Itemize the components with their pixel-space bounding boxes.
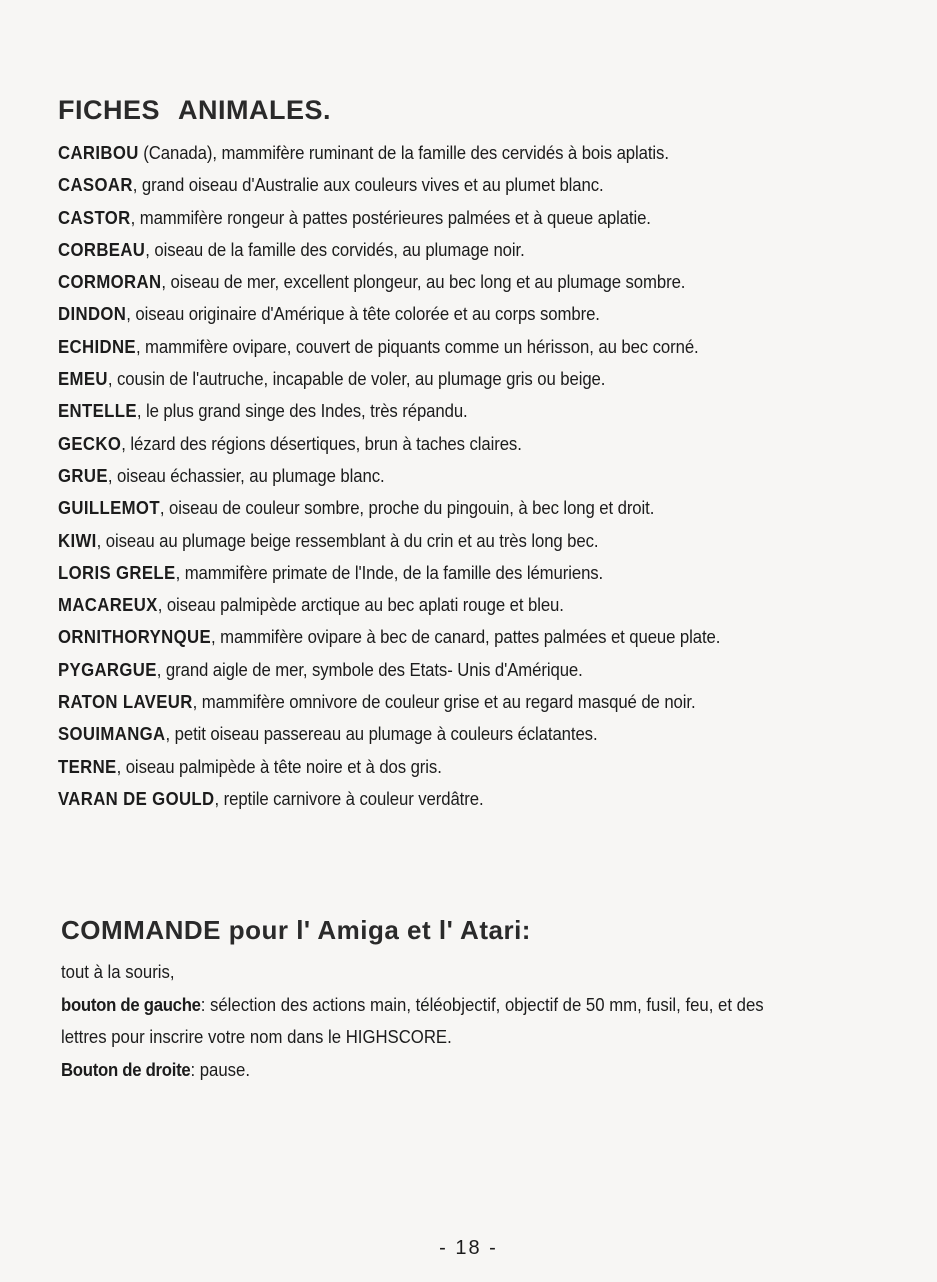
right-button-line [61,1054,833,1087]
animal-description: , oiseau originaire d'Amérique à tête colorée et au corps sombre. [126,304,600,325]
list-item [58,299,858,331]
animal-name: LORIS GRELE [58,562,176,583]
list-item [58,493,858,525]
right-button-term: Bouton de droite [61,1059,191,1080]
animal-description: , le plus grand singe des Indes, très répandu. [136,401,468,422]
list-item [58,170,858,202]
list-item [58,719,858,751]
animal-name: RATON LAVEUR [58,692,193,713]
animal-description: , oiseau échassier, au plumage blanc. [107,465,385,486]
animal-description: , cousin de l'autruche, incapable de voler, au plumage gris ou beige. [107,369,606,390]
animal-description: , mammifère rongeur à pattes postérieures palmées et à queue aplatie. [130,207,651,228]
animal-description: , oiseau de couleur sombre, proche du pingouin, à bec long et droit. [159,498,655,519]
animal-description: , oiseau de mer, excellent plongeur, au bec long et au plumage sombre. [161,272,686,293]
list-item [58,235,858,267]
commande-section [61,956,891,1086]
animal-list [58,138,918,816]
animal-name: KIWI [58,530,97,551]
animal-name: PYGARGUE [58,659,157,680]
list-item [58,526,858,558]
animal-description: , oiseau au plumage beige ressemblant à du crin et au très long bec. [96,530,599,551]
list-item [58,396,858,428]
animal-name: EMEU [58,369,108,390]
commande-intro: tout à la souris, [61,962,175,982]
animal-name: GECKO [58,433,122,454]
fiches-heading-word1: FICHES [58,95,161,125]
list-item [58,138,858,170]
animal-name: TERNE [58,756,117,777]
list-item [58,203,858,235]
animal-name: CASTOR [58,207,131,228]
animal-description: , mammifère ovipare, couvert de piquants comme un hérisson, au bec corné. [135,336,699,357]
animal-description: (Canada), mammifère ruminant de la famille des cervidés à bois aplatis. [138,143,669,163]
animal-description: , oiseau palmipède arctique au bec aplati rouge et bleu. [157,595,564,616]
animal-description: , mammifère omnivore de couleur grise et au regard masqué de noir. [192,692,696,713]
fiches-heading-word2: ANIMALES. [178,95,332,125]
list-item [58,332,858,364]
list-item [58,558,858,590]
fiches-animales-heading [58,95,331,126]
animal-description: , grand oiseau d'Australie aux couleurs vives et au plumet blanc. [132,175,604,196]
list-item [58,784,858,816]
list-item [58,461,858,493]
right-button-description: : pause. [190,1059,251,1080]
animal-name: GUILLEMOT [58,498,160,519]
animal-name: DINDON [58,304,127,325]
animal-name: MACAREUX [58,595,158,616]
list-item [58,687,858,719]
list-item [58,267,858,299]
left-button-line [61,989,833,1022]
commande-heading: COMMANDE pour l' Amiga et l' Atari: [61,915,531,945]
animal-name: ECHIDNE [58,336,136,357]
animal-description: , mammifère ovipare à bec de canard, pattes palmées et queue plate. [211,627,721,648]
left-button-description: : sélection des actions main, téléobjectif, objectif de 50 mm, fusil, feu, et des [200,994,764,1015]
animal-description: , mammifère primate de l'Inde, de la famille des lémuriens. [175,562,604,583]
list-item [58,752,858,784]
animal-name: GRUE [58,465,108,486]
animal-name: CARIBOU [58,143,139,163]
left-button-line-continued: lettres pour inscrire votre nom dans le HIGHSCORE. [61,1027,452,1047]
list-item [58,622,858,654]
animal-name: ORNITHORYNQUE [58,627,212,648]
list-item [58,429,858,461]
animal-description: , oiseau de la famille des corvidés, au plumage noir. [145,239,525,260]
animal-description: , grand aigle de mer, symbole des Etats- Unis d'Amérique. [156,659,583,680]
list-item [58,655,858,687]
animal-name: CASOAR [58,175,133,196]
page-number: - 18 - [439,1237,498,1259]
animal-description: , petit oiseau passereau au plumage à couleurs éclatantes. [165,724,598,745]
animal-description: , oiseau palmipède à tête noire et à dos gris. [116,756,442,777]
left-button-term: bouton de gauche [61,994,201,1015]
animal-name: CORMORAN [58,272,162,293]
animal-description: , reptile carnivore à couleur verdâtre. [214,788,484,809]
animal-description: , lézard des régions désertiques, brun à taches claires. [121,433,522,454]
animal-name: VARAN DE GOULD [58,788,215,809]
animal-name: CORBEAU [58,239,146,260]
list-item [58,364,858,396]
list-item [58,590,858,622]
animal-name: SOUIMANGA [58,724,166,745]
animal-name: ENTELLE [58,401,137,422]
